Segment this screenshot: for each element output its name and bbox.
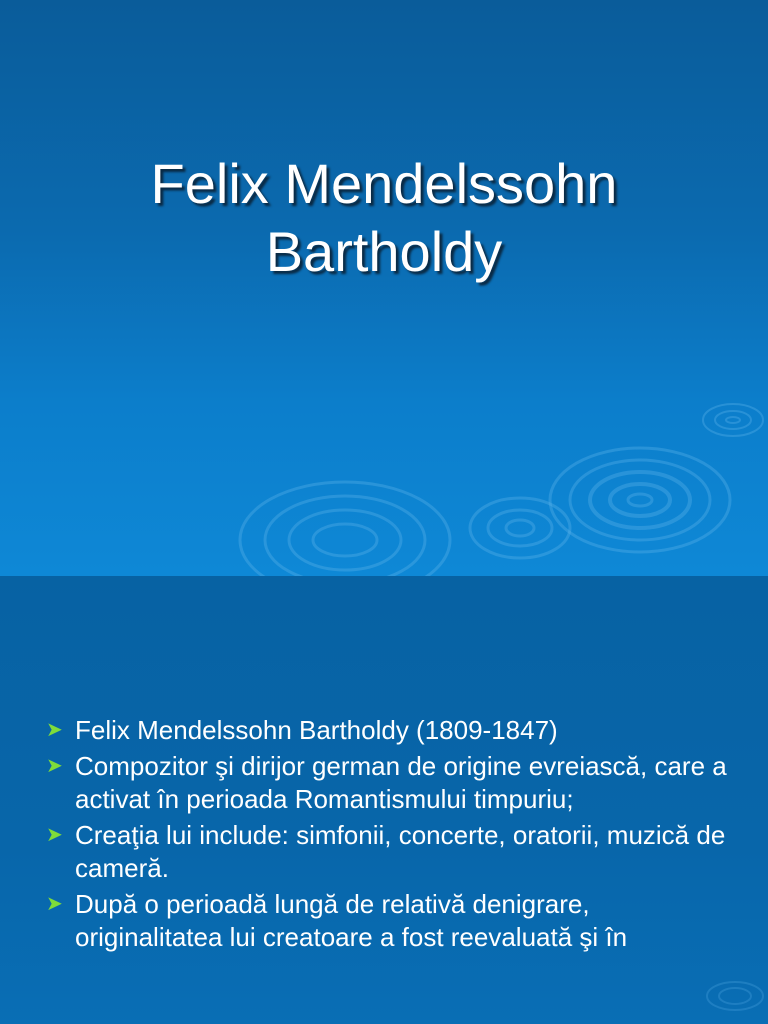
slide-title [0,150,768,286]
content-slide [0,576,768,1024]
arrow-bullet-icon: ➤ [46,893,63,915]
list-item [44,888,734,954]
bullet-list [44,714,734,957]
slide-title-line1: Felix Mendelssohn [150,152,618,215]
bullet-text: Compozitor şi dirijor german de origine evreiască, care a activat în perioada Romantismului timpuriu; [75,751,727,814]
slide-title-line2: Bartholdy [265,220,503,283]
list-item [44,750,734,816]
arrow-bullet-icon: ➤ [46,824,63,846]
arrow-bullet-icon: ➤ [46,755,63,777]
bullet-text: Felix Mendelssohn Bartholdy (1809-1847) [75,715,558,745]
bullet-text: Creaţia lui include: simfonii, concerte, oratorii, muzică de cameră. [75,820,726,883]
list-item [44,819,734,885]
arrow-bullet-icon: ➤ [46,719,63,741]
list-item [44,714,734,747]
bullet-text: După o perioadă lungă de relativă denigrare, originalitatea lui creatoare a fost reevaluată şi în [75,889,628,952]
